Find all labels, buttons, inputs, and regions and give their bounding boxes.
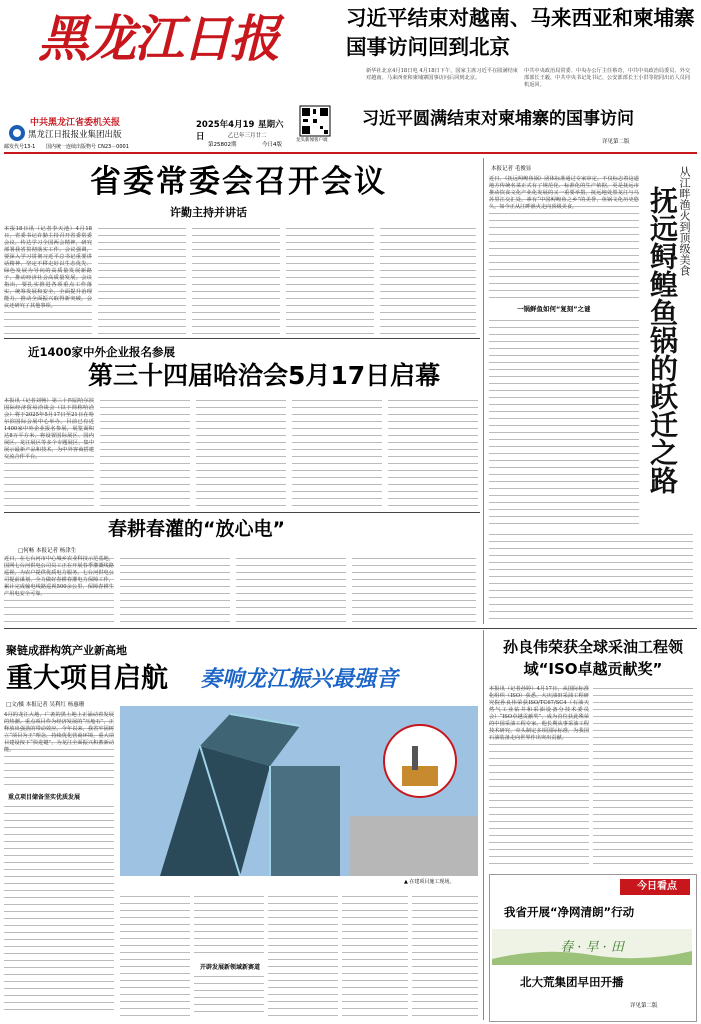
projects-body-col1b [4,804,114,1016]
today-item-2[interactable]: 北大荒集团早田开播 [520,975,624,989]
spring-farming-body-col4 [352,556,476,624]
projects-byline: □文/摄 本报记者 吴利红 杨惠珊 [6,702,85,708]
feature-body-2 [489,318,639,528]
harbin-fair-body-col2 [100,398,190,506]
feature-body: 近日，《抚远鲟鳇鱼锅》团体标准通过专家审定。不仅标志着这道地方传统名菜正式有了规范化、标准化的生产依据，更是抚远市推动饮食文化产业化发展的又一重要举措。抚远地处黑龙江与乌苏里江交汇处，素有“中国鲟鳇鱼之乡”的美誉，鱼锅文化历史悠久，如今正从江畔渔火走向顶级美食。 [489,176,639,300]
spring-farming-story [4,516,480,626]
harbin-fair-kicker: 近1400家中外企业报名参展 [28,345,176,359]
top-news-col1: 新华社北京4月18日电 4月18日下午，国家主席习近平在圆满结束对越南、马来西亚和柬埔寨国事访问后回到北京。 [366,68,518,81]
issue-weekday: 星期六 [258,120,284,130]
masthead [0,0,340,150]
construction-photo-caption: ▲ 在建项目施工现场。 [404,879,455,885]
lead-body-col3 [192,226,280,334]
projects-kicker: 聚链成群构筑产业新高地 [6,644,127,657]
lead-body-col1: 本报18日讯（记者李天池）4月18日，省委书记许勤主持召开省委常委会议，传达学习全国两会精神，研究部署我省贯彻落实工作。会议强调，要深入学习贯彻习近平总书记重要讲话精神，坚定不移走好以生态优先、绿色发展为导向的高质量发展新路子，推动经济社会高质量发展。会议指出，要扎实推进各项重点工作落实，统筹发展和安全，全面提升治理能力，推动全面振兴取得新突破。会议还研究了其他事项。 [4,226,92,334]
lead-body-col5 [380,226,476,334]
projects-subhead-1: 重点项目储备坚实优质发展 [8,794,81,801]
publication-code-prefix: 邮发代号13-1 [4,144,36,150]
feature-section-title: 一锅鲜鱼如何“复刻”之谜 [517,305,591,313]
lead-body-col2 [98,226,186,334]
projects-body-col4 [268,894,338,1016]
top-news [340,0,698,150]
projects-body-col3b [194,974,264,1016]
today-item-1[interactable]: 我省开展“净网清朗”行动 [504,905,635,919]
lead-headline[interactable]: 省委常委会召开会议 [90,164,387,200]
newspaper-logo: 黑龙江日报 [38,9,278,68]
issue-date: 2025年4月19日 [196,120,255,142]
harbin-fair-body-col5 [388,398,478,506]
top-news-see-page[interactable]: 详见第二版 [602,139,630,145]
harbin-fair-body-col4 [292,398,382,506]
party-org: 中共黑龙江省委机关报 [30,118,121,128]
construction-photo [120,706,478,876]
projects-body-col1: 4月的龙江大地，广袤的黑土地上正涌动着发展的热潮。重点项目作为经济发展的“压舱石”，正释放出强劲的带动效应。今年以来，我省牢固树立“项目为王”理念，持续优化营商环境，重大项目建设按下“快进键”，为龙江全面振兴积蓄新动能。 [4,712,114,786]
iso-story [487,632,697,872]
projects-body-col2 [120,894,190,1016]
right-feature [487,160,697,625]
lead-story [4,160,480,335]
feature-kicker: 从江畔渔火到顶级美食 [678,166,691,276]
projects-body-col6 [412,894,478,1016]
qr-label: 龙头新闻客户端 [296,138,328,143]
spring-farming-body-col3 [236,556,346,624]
harbin-fair-body-col1: 本报讯（记者刘畅）第三十四届哈尔滨国际经济贸易洽谈会（以下简称哈洽会）将于2025年5月17日至21日在哈尔滨国际会展中心举办。目前已有近1400家中外企业报名参展，展览面积达8万平方米，将设置国际展区、国内展区、龙江展区等多个专题展区，集中展示最新产品和技术，为中外客商搭建交流合作平台。 [4,398,94,506]
projects-subhead-2: 开辟发展新领域新赛道 [200,964,261,971]
qr-code-icon[interactable] [300,106,330,136]
spring-farming-byline: □何畅 本报记者 杨津生 [18,548,77,554]
projects-body-col5 [342,894,408,1016]
page-count: 今日4版 [262,142,282,148]
iso-headline[interactable]: 孙良伟荣获全球采油工程领域“ISO卓越贡献奖” [502,638,683,678]
lead-body-col4 [286,226,374,334]
top-news-headline-2[interactable]: 习近平圆满结束对柬埔寨的国事访问 [362,109,634,129]
feature-byline: 本报记者 毛俊显 [491,166,532,172]
harbin-fair-headline[interactable]: 第三十四届哈洽会5月17日启幕 [88,361,441,390]
publication-code: 国内统一连续出版物号 CN23－0001 [46,144,129,150]
harbin-fair-body-col3 [196,398,286,506]
publisher: 黑龙江日报报业集团出版 [28,130,122,140]
feature-headline[interactable]: 抚远鲟鳇鱼锅的跃迁之路 [646,186,679,494]
publisher-emblem-icon [8,124,26,142]
spring-farming-headline[interactable]: 春耕春灌的“放心电” [108,518,285,540]
harbin-fair-story [4,342,480,510]
projects-body-col3 [194,894,264,956]
lead-subhead: 许勤主持并讲话 [170,206,247,219]
top-news-col2: 中共中央政治局常委、中央办公厅主任蔡奇，中共中央政治局委员、外交部部长王毅，中共中央书记处书记、公安部部长王小洪等陪同出访人员同机返回。 [524,68,691,88]
projects-highlight[interactable]: 奏响龙江振兴最强音 [200,667,399,692]
projects-headline[interactable]: 重大项目启航 [6,663,168,694]
projects-story [4,632,480,1020]
top-news-headline[interactable]: 习近平结束对越南、马来西亚和柬埔寨国事访问回到北京 [346,6,695,59]
iso-body-col2 [593,686,693,870]
lunar-date: 乙巳年三月廿二 [228,133,267,139]
spring-farming-body-col1: 近日，在七台河市中心城乡农业科技示范基地，国网七台河供电公司员工正在开展春季灌溉线路巡视，为农户提供优质电力服务。七台河供电公司提前谋划，全力做好春耕春灌电力保障工作，累计完成输电线路巡视500余公里，保障春耕生产用电安全可靠。 [4,556,114,624]
today-box [489,874,697,1022]
svg-text:春 · 早 · 田: 春 · 早 · 田 [560,940,624,955]
today-see-page[interactable]: 详见第二版 [630,1003,658,1009]
iso-body-col1: 本报讯（记者孙婷）4月17日，从国际标准化组织（ISO）获悉，大庆油田采油工程研究院孙良伟荣获ISO/TC67/SC4（石油天然气工业钻井和采油设备分技术委员会）“ISO卓越贡献奖”，成为首位获此殊荣的中国采油工程专家。他长期从事采油工程技术研究，牵头制定多项国际标准，为我国石油装备走向世界作出突出贡献。 [489,686,589,870]
today-banner-image [492,929,692,965]
issue-number: 第25802期 [208,142,237,148]
spring-farming-body-col2 [120,556,230,624]
feature-body-3 [489,532,693,622]
today-label: 今日看点 [637,881,677,892]
